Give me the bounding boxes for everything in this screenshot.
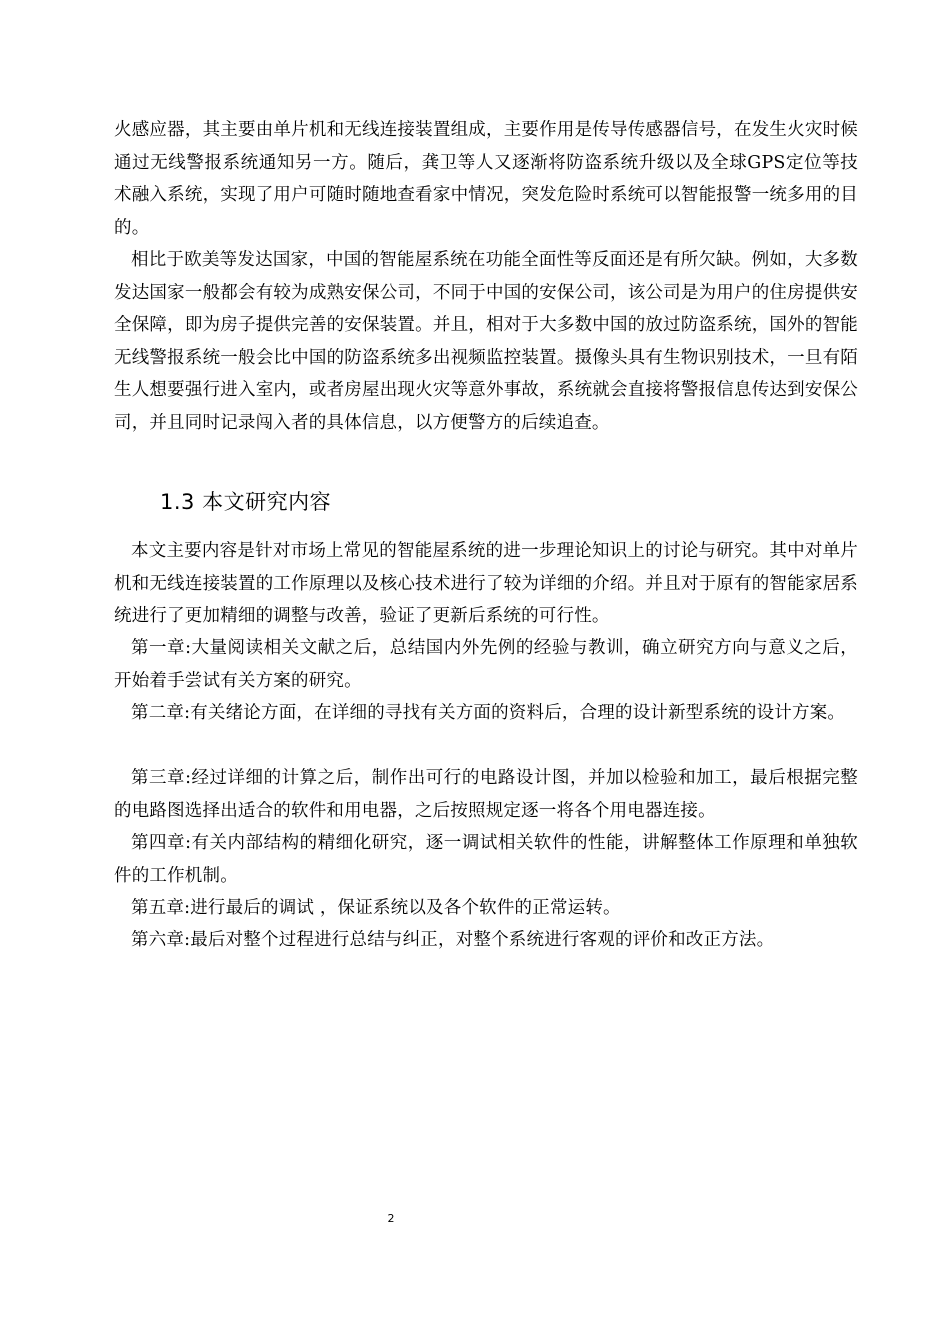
paragraph-chapter-two: 第二章:有关绪论方面，在详细的寻找有关方面的资料后，合理的设计新型系统的设计方案。 [131,703,846,723]
paragraph-domestic-vs-foreign: 相比于欧美等发达国家，中国的智能屋系统在功能全面性等反面还是有所欠缺。例如，大多数发达国家一般都会有较为成熟安保公司，不同于中国的安保公司，该公司是为用户的住房提供安全保障，即为房子提供完善的安保装置。并且，相对于大多数中国的放过防盗系统，国外的智能无线警报系统一般会比中国的防盗系统多出视频监控装置。摄像头具有生物识别技术，一旦有陌生人想要强行进入室内，或者房屋出现火灾等意外事故，系统就会直接将警报信息传达到安保公司，并且同时记录闯入者的具体信息，以方便警方的后续追查。 [114,250,858,433]
page-number: 2 [387,1212,395,1225]
paragraph-chapter-five: 第五章:进行最后的调试 ，保证系统以及各个软件的正常运转。 [131,898,621,918]
paragraph-fire-sensor-continued: 火感应器，其主要由单片机和无线连接装置组成，主要作用是传导传感器信号，在发生火灾时候通过无线警报系统通知另一方。随后，龚卫等人又逐渐将防盗系统升级以及全球GPS定位等技术融入系统，实现了用户可随时随地查看家中情况，突发危险时系统可以智能报警一统多用的目的。 [114,120,858,238]
paragraph-chapter-one: 第一章:大量阅读相关文献之后，总结国内外先例的经验与教训，确立研究方向与意义之后，开始着手尝试有关方案的研究。 [114,638,858,691]
paragraph-chapter-four: 第四章:有关内部结构的精细化研究，逐一调试相关软件的性能，讲解整体工作原理和单独软件的工作机制。 [114,833,858,886]
section-heading: 1.3 本文研究内容 [160,490,332,514]
paragraph-chapter-three: 第三章:经过详细的计算之后，制作出可行的电路设计图，并加以检验和加工，最后根据完整的电路图选择出适合的软件和用电器，之后按照规定逐一将各个用电器连接。 [114,768,858,821]
paragraph-research-content: 本文主要内容是针对市场上常见的智能屋系统的进一步理论知识上的讨论与研究。其中对单片机和无线连接装置的工作原理以及核心技术进行了较为详细的介绍。并且对于原有的智能家居系统进行了更加精细的调整与改善，验证了更新后系统的可行性。 [114,541,858,626]
paragraph-chapter-six: 第六章:最后对整个过程进行总结与纠正，对整个系统进行客观的评价和改正方法。 [131,930,775,950]
